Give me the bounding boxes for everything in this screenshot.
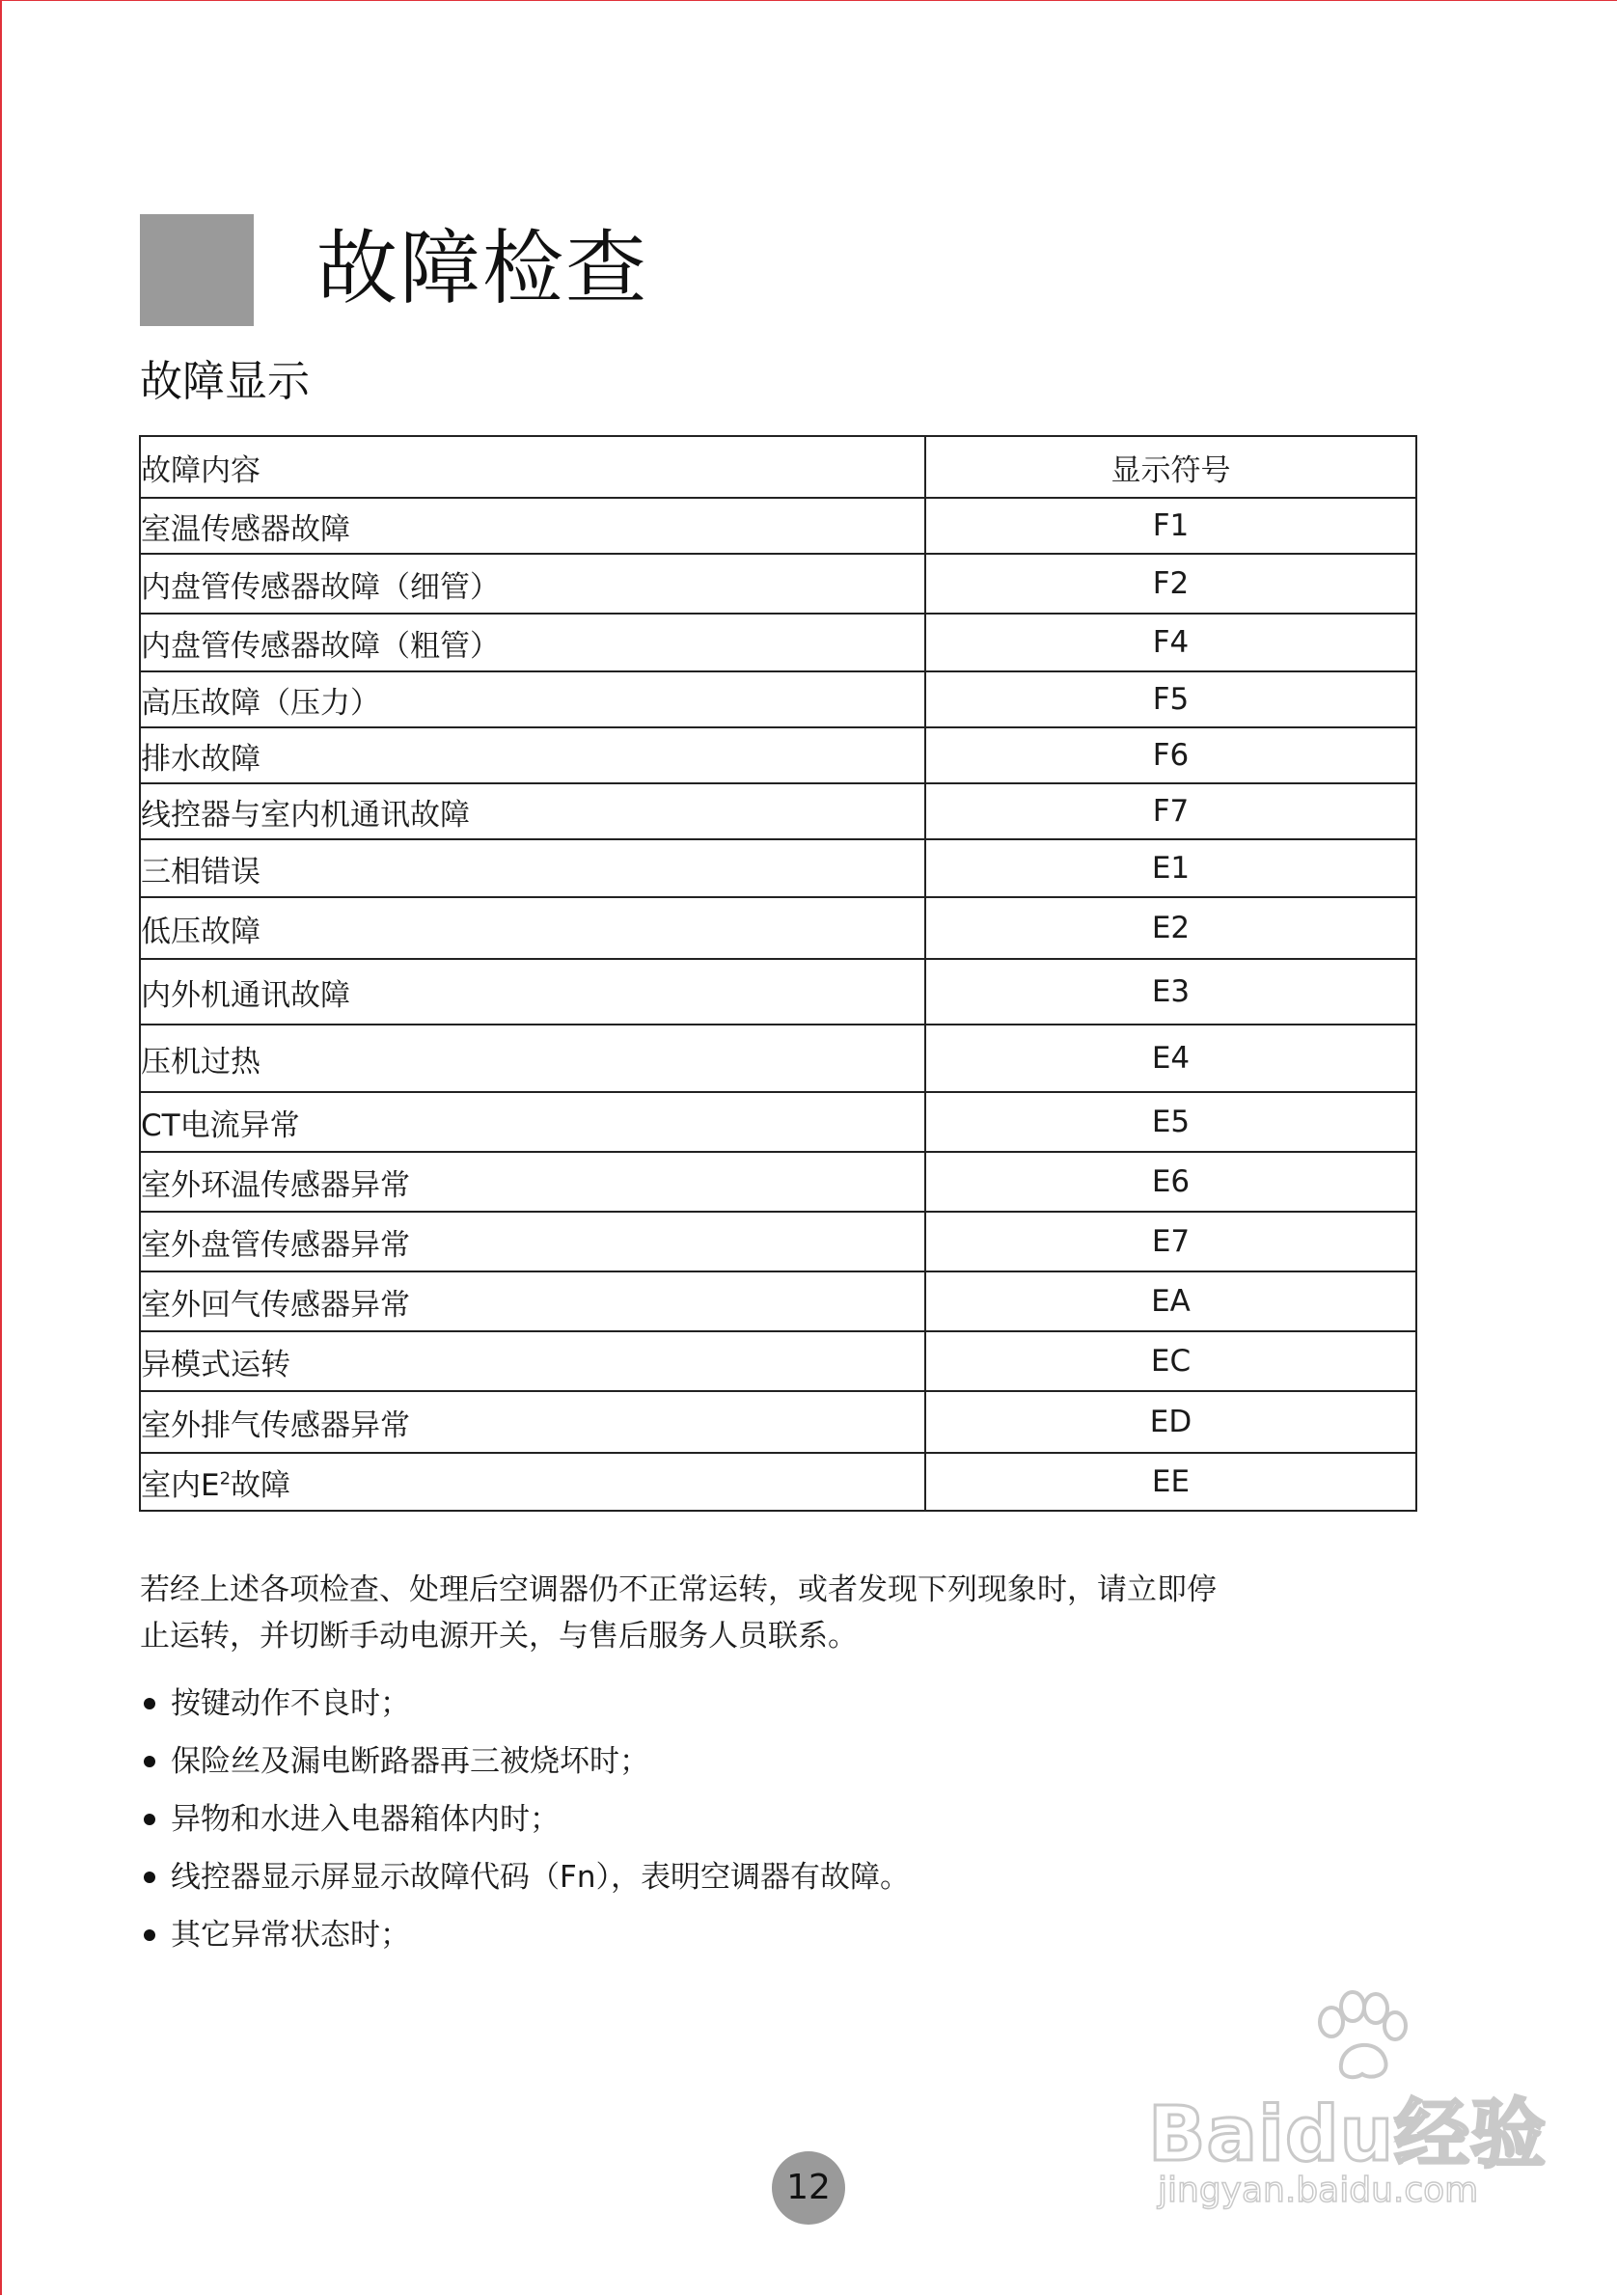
abnormal-conditions-list <box>140 1675 910 1964</box>
table-row <box>140 1092 1416 1152</box>
fault-table <box>139 435 1417 1512</box>
table-row <box>140 1453 1416 1511</box>
list-item <box>140 1790 910 1848</box>
fault-code: E5 <box>925 1092 1416 1152</box>
fault-content-e2 <box>140 1453 925 1511</box>
header-code: 显示符号 <box>925 436 1416 498</box>
fault-code: E7 <box>925 1212 1416 1271</box>
list-item-text: 其它异常状态时； <box>171 1918 410 1953</box>
fault-code: F1 <box>925 498 1416 554</box>
section-subtitle: 故障显示 <box>140 357 310 406</box>
fault-code: E6 <box>925 1152 1416 1212</box>
fault-content: 高压故障（压力） <box>140 671 925 727</box>
bullet-icon <box>144 1872 155 1883</box>
fault-code: F5 <box>925 671 1416 727</box>
fault-content: 室外盘管传感器异常 <box>140 1212 925 1271</box>
table-row <box>140 554 1416 614</box>
title-block <box>140 214 254 326</box>
list-item <box>140 1848 910 1906</box>
table-row <box>140 897 1416 959</box>
fault-code: EE <box>925 1453 1416 1511</box>
watermark-url: jingyan.baidu.com <box>1158 2171 1479 2210</box>
bullet-icon <box>144 1698 155 1709</box>
baidu-watermark <box>1148 1987 1548 2228</box>
bullet-icon <box>144 1756 155 1767</box>
fault-code: F6 <box>925 727 1416 783</box>
fault-content-prefix: 室内E <box>141 1467 220 1503</box>
list-item <box>140 1906 910 1964</box>
fault-content: 室外回气传感器异常 <box>140 1271 925 1331</box>
list-item <box>140 1733 910 1790</box>
instruction-line: 止运转，并切断手动电源开关，与售后服务人员联系。 <box>140 1619 858 1654</box>
table-row <box>140 1212 1416 1271</box>
table-row <box>140 727 1416 783</box>
table-row <box>140 839 1416 897</box>
header-content: 故障内容 <box>140 436 925 498</box>
fault-code: E2 <box>925 897 1416 959</box>
fault-content: CT电流异常 <box>140 1092 925 1152</box>
fault-content: 三相错误 <box>140 839 925 897</box>
paw-icon <box>1302 1987 1418 2084</box>
table-row <box>140 1391 1416 1453</box>
fault-code: ED <box>925 1391 1416 1453</box>
fault-content: 内盘管传感器故障（细管） <box>140 554 925 614</box>
list-item-text: 按键动作不良时； <box>171 1686 410 1721</box>
list-item-text: 线控器显示屏显示故障代码（Fn），表明空调器有故障。 <box>171 1860 910 1895</box>
fault-code: E4 <box>925 1025 1416 1092</box>
fault-content: 压机过热 <box>140 1025 925 1092</box>
instruction-line: 若经上述各项检查、处理后空调器仍不正常运转，或者发现下列现象时，请立即停 <box>140 1572 1217 1607</box>
table-header-row <box>140 436 1416 498</box>
fault-code: EC <box>925 1331 1416 1391</box>
bullet-icon <box>144 1929 155 1941</box>
fault-content: 排水故障 <box>140 727 925 783</box>
page-title: 故障检查 <box>316 221 649 315</box>
watermark-brand: Baidu经验 <box>1148 2091 1548 2178</box>
page-number: 12 <box>772 2151 845 2225</box>
fault-content: 室外环温传感器异常 <box>140 1152 925 1212</box>
superscript-two: 2 <box>219 1468 232 1490</box>
instruction-paragraph <box>140 1567 1298 1659</box>
fault-code: F4 <box>925 614 1416 671</box>
table-row <box>140 498 1416 554</box>
fault-content: 异模式运转 <box>140 1331 925 1391</box>
table-row <box>140 783 1416 839</box>
table-row <box>140 1025 1416 1092</box>
table-row <box>140 1152 1416 1212</box>
table-row <box>140 614 1416 671</box>
table-row <box>140 671 1416 727</box>
fault-code: E3 <box>925 959 1416 1025</box>
fault-content: 内外机通讯故障 <box>140 959 925 1025</box>
bullet-icon <box>144 1814 155 1825</box>
fault-code: E1 <box>925 839 1416 897</box>
fault-content: 线控器与室内机通讯故障 <box>140 783 925 839</box>
fault-content-suffix: 故障 <box>231 1467 291 1503</box>
table-row <box>140 1271 1416 1331</box>
fault-content: 低压故障 <box>140 897 925 959</box>
fault-content: 室温传感器故障 <box>140 498 925 554</box>
list-item-text: 保险丝及漏电断路器再三被烧坏时； <box>171 1744 649 1779</box>
fault-content: 内盘管传感器故障（粗管） <box>140 614 925 671</box>
list-item <box>140 1675 910 1733</box>
list-item-text: 异物和水进入电器箱体内时； <box>171 1802 560 1837</box>
table-row <box>140 959 1416 1025</box>
fault-code: EA <box>925 1271 1416 1331</box>
fault-code: F2 <box>925 554 1416 614</box>
fault-code: F7 <box>925 783 1416 839</box>
table-row <box>140 1331 1416 1391</box>
fault-content: 室外排气传感器异常 <box>140 1391 925 1453</box>
